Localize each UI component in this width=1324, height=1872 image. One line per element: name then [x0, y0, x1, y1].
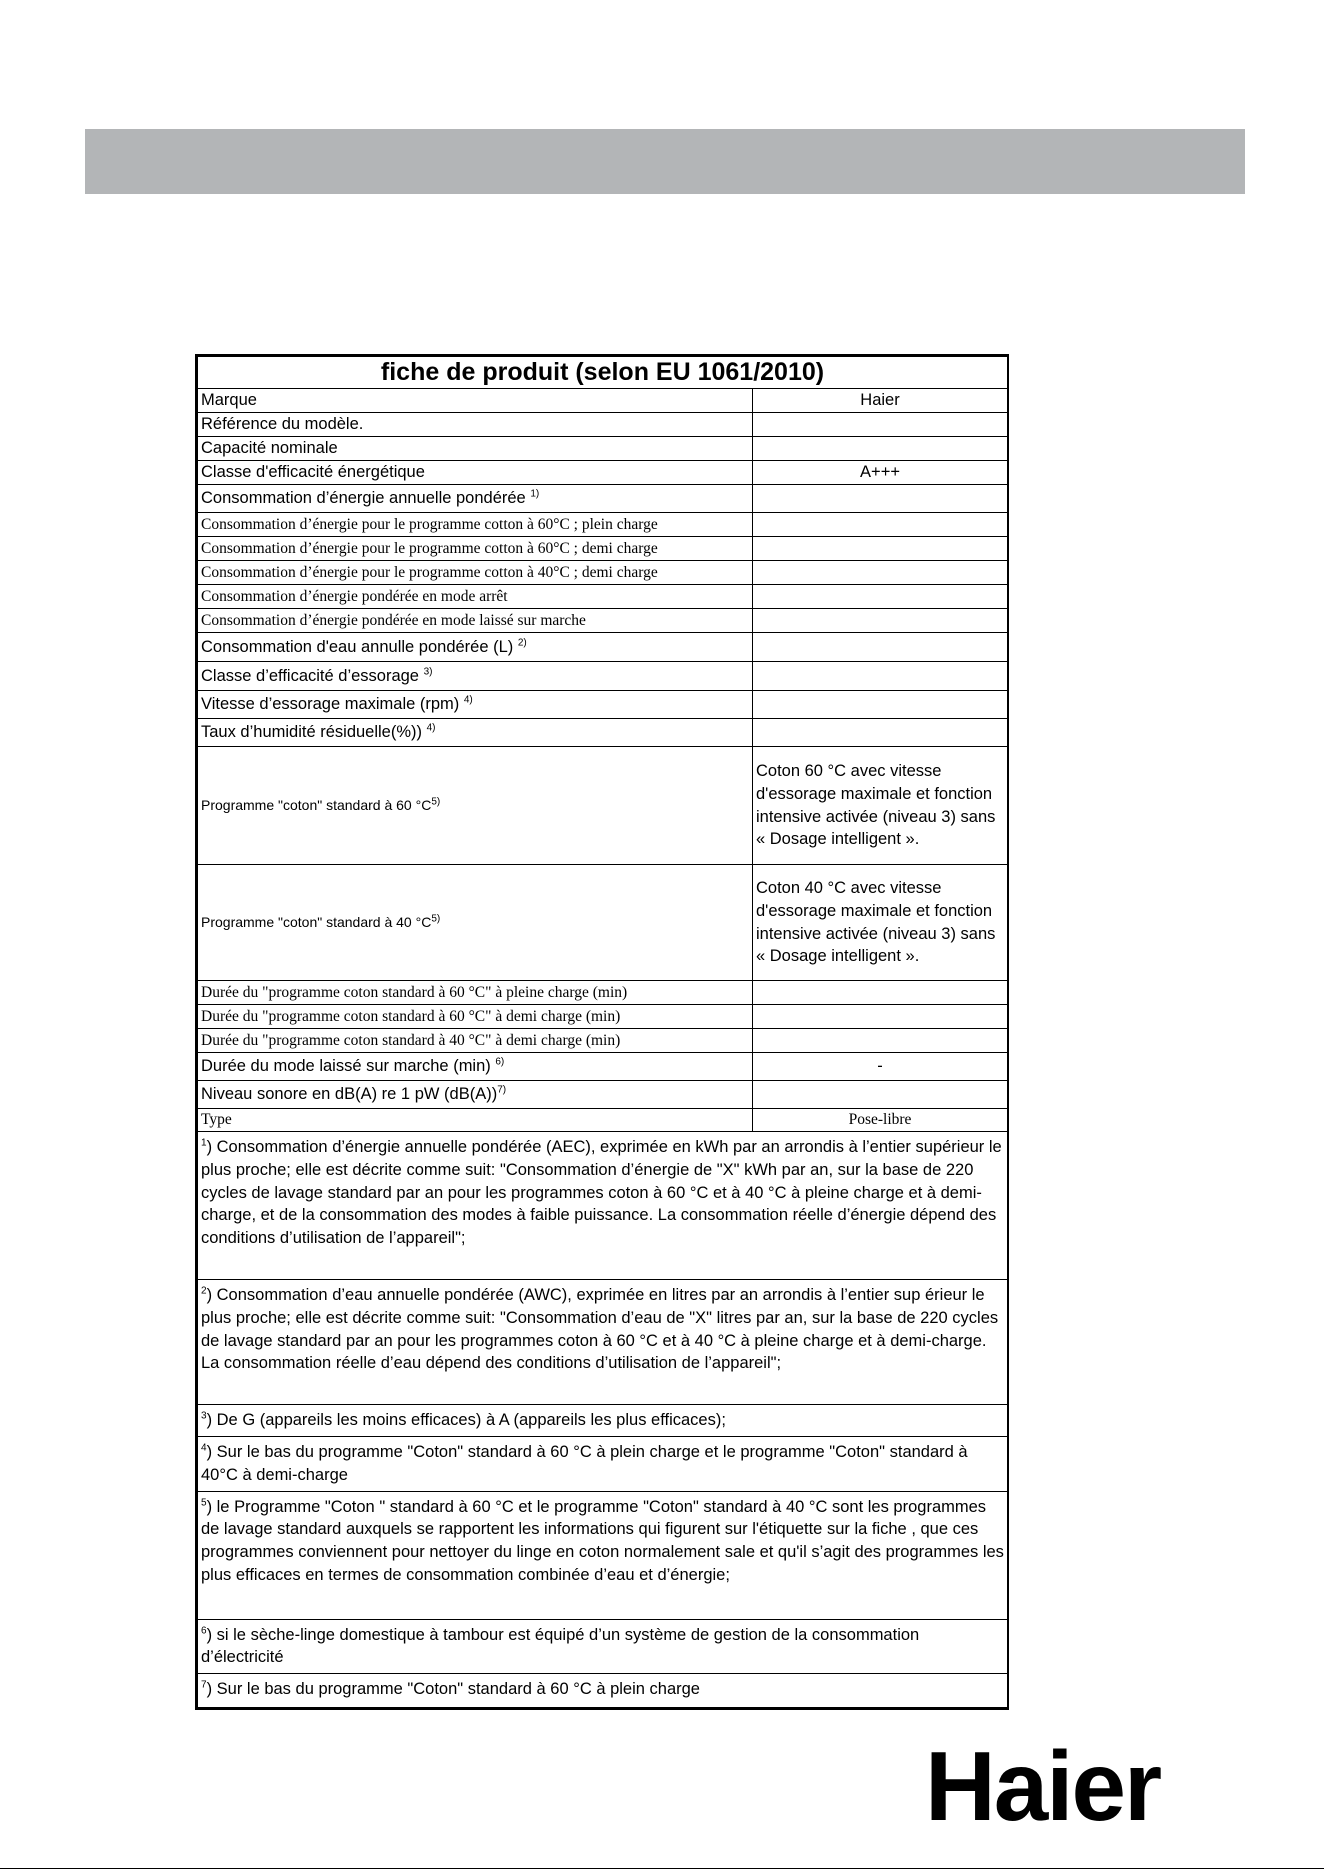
spec-label — [198, 485, 753, 513]
spec-row — [198, 1081, 1008, 1109]
footnote-text: ) De G (appareils les moins efficaces) à A (appareils les plus efficaces); — [206, 1411, 726, 1429]
spec-row — [198, 609, 1008, 633]
footnote-row — [198, 1491, 1008, 1619]
spec-label — [198, 1005, 753, 1029]
spec-value — [753, 719, 1008, 747]
spec-value: A+++ — [753, 461, 1008, 485]
spec-label — [198, 389, 753, 413]
spec-value — [753, 1005, 1008, 1029]
footnote-row — [198, 1619, 1008, 1674]
spec-value: Coton 60 °C avec vitesse d'essorage maximale et fonction intensive activée (niveau 3) sans « Dosage intelligent ». — [753, 747, 1008, 865]
haier-logo: Haier — [925, 1731, 1161, 1841]
spec-row — [198, 513, 1008, 537]
spec-label-text: Consommation d’énergie pondérée en mode arrêt — [201, 587, 508, 605]
spec-row — [198, 691, 1008, 719]
spec-row — [198, 389, 1008, 413]
footnote-row — [198, 1437, 1008, 1492]
footnote — [198, 1674, 1008, 1708]
spec-label-text: Consommation d’énergie pour le programme cotton à 60°C ; plein charge — [201, 515, 658, 533]
spec-row — [198, 981, 1008, 1005]
spec-label-text: Consommation d'eau annulle pondérée (L) — [201, 637, 518, 656]
spec-value — [753, 485, 1008, 513]
footnote-text: ) Consommation d’eau annuelle pondérée (AWC), exprimée en litres par an arrondis à l’entier sup érieur le plus proche; elle est décrite comme suit: "Consommation d’eau de "X" litres par an, sur la base de 220 cycles de lavage standard par an pour les programmes coton à 60 °C et à 40 °C à pleine charge et à demi-charge. La consommation réelle d’eau dépend des conditions d’utilisation de l’appareil"; — [201, 1286, 999, 1373]
spec-row — [198, 1005, 1008, 1029]
spec-label-text: Programme "coton" standard à 40 °C — [201, 914, 432, 931]
spec-row — [198, 537, 1008, 561]
spec-label — [198, 437, 753, 461]
product-fiche — [195, 354, 1009, 1710]
spec-label — [198, 561, 753, 585]
spec-label — [198, 537, 753, 561]
spec-label-text: Marque — [201, 391, 257, 410]
page-bottom-rule — [0, 1868, 1324, 1869]
spec-label — [198, 413, 753, 437]
spec-value — [753, 561, 1008, 585]
spec-value — [753, 437, 1008, 461]
spec-label — [198, 585, 753, 609]
spec-row — [198, 1029, 1008, 1053]
spec-value — [753, 1029, 1008, 1053]
footnote — [198, 1619, 1008, 1674]
footnote-row — [198, 1674, 1008, 1708]
footnote — [198, 1491, 1008, 1619]
spec-value — [753, 1081, 1008, 1109]
spec-row — [198, 865, 1008, 981]
product-fiche-table — [197, 356, 1008, 1708]
footnote-text: ) le Programme "Coton " standard à 60 °C et le programme "Coton" standard à 40 °C sont les programmes de lavage standard auxquels se rapportent les informations qui figurent sur l'étiquette sur la fiche , que ces programmes conviennent pour nettoyer du linge en coton normalement sale et qu'il s’agit des programmes les plus efficaces en termes de consommation combinée d’eau et d’énergie; — [201, 1497, 1004, 1584]
spec-label-text: Durée du "programme coton standard à 40 °C" à demi charge (min) — [201, 1031, 621, 1049]
spec-label — [198, 719, 753, 747]
footnote-number: 3 — [201, 1410, 207, 1422]
footnote-ref: 6) — [495, 1056, 505, 1068]
footnote-ref: 7) — [497, 1084, 507, 1096]
footnote-ref: 2) — [517, 637, 527, 649]
spec-value: Pose-libre — [753, 1109, 1008, 1132]
spec-value — [753, 513, 1008, 537]
spec-row — [198, 662, 1008, 691]
spec-label-text: Consommation d’énergie pondérée en mode laissé sur marche — [201, 611, 586, 629]
spec-row — [198, 437, 1008, 461]
spec-value — [753, 537, 1008, 561]
spec-row — [198, 747, 1008, 865]
spec-label-text: Durée du "programme coton standard à 60 °C" à pleine charge (min) — [201, 983, 628, 1001]
spec-label-text: Consommation d’énergie annuelle pondérée — [201, 489, 531, 508]
spec-value: - — [753, 1053, 1008, 1081]
footnote-ref: 5) — [431, 796, 441, 808]
spec-value — [753, 413, 1008, 437]
footnote-ref: 4) — [426, 722, 436, 734]
footnote-number: 1 — [201, 1137, 207, 1149]
fiche-title: fiche de produit (selon EU 1061/2010) — [198, 357, 1008, 389]
spec-label — [198, 1053, 753, 1081]
spec-label-text: Consommation d’énergie pour le programme cotton à 40°C ; demi charge — [201, 563, 658, 581]
footnote — [198, 1405, 1008, 1437]
spec-value — [753, 633, 1008, 662]
footnote — [198, 1437, 1008, 1492]
spec-row — [198, 413, 1008, 437]
footnote-row — [198, 1405, 1008, 1437]
header-band — [85, 129, 1245, 194]
spec-row — [198, 461, 1008, 485]
spec-value — [753, 585, 1008, 609]
spec-label — [198, 633, 753, 662]
spec-value — [753, 662, 1008, 691]
spec-label — [198, 513, 753, 537]
spec-label — [198, 461, 753, 485]
footnote-number: 4 — [201, 1442, 207, 1454]
spec-value — [753, 981, 1008, 1005]
footnote-text: ) si le sèche-linge domestique à tambour est équipé d’un système de gestion de la consommation d’électricité — [201, 1625, 920, 1667]
spec-row — [198, 719, 1008, 747]
spec-row — [198, 485, 1008, 513]
footnote — [198, 1132, 1008, 1280]
footnote-ref: 4) — [463, 694, 473, 706]
spec-value — [753, 691, 1008, 719]
spec-label — [198, 609, 753, 633]
footnote-number: 5 — [201, 1497, 207, 1509]
footnote-text: ) Sur le bas du programme "Coton" standard à 60 °C à plein charge — [206, 1680, 700, 1699]
spec-label-text: Capacité nominale — [201, 439, 338, 458]
spec-row — [198, 1053, 1008, 1081]
spec-label-text: Vitesse d’essorage maximale (rpm) — [201, 695, 464, 714]
footnote-ref: 5) — [431, 913, 441, 925]
footnote-text: ) Sur le bas du programme "Coton" standard à 60 °C à plein charge et le programme "Coton" standard à 40°C à demi-charge — [201, 1443, 968, 1484]
spec-label-text: Durée du mode laissé sur marche (min) — [201, 1057, 496, 1076]
spec-label — [198, 662, 753, 691]
spec-label-text: Type — [201, 1111, 232, 1129]
spec-label — [198, 691, 753, 719]
spec-label-text: Niveau sonore en dB(A) re 1 pW (dB(A)) — [201, 1085, 498, 1104]
footnote — [198, 1280, 1008, 1405]
spec-label — [198, 865, 753, 981]
spec-label — [198, 747, 753, 865]
footnote-row — [198, 1132, 1008, 1280]
spec-value: Haier — [753, 389, 1008, 413]
spec-label-text: Programme "coton" standard à 60 °C — [201, 797, 432, 814]
footnote-row — [198, 1280, 1008, 1405]
spec-label-text: Taux d’humidité résiduelle(%)) — [201, 723, 427, 742]
spec-label — [198, 1081, 753, 1109]
spec-row — [198, 633, 1008, 662]
footnote-number: 6 — [201, 1625, 207, 1637]
spec-row — [198, 585, 1008, 609]
spec-label — [198, 981, 753, 1005]
footnote-ref: 1) — [530, 488, 540, 500]
footnote-ref: 3) — [423, 666, 433, 678]
spec-label — [198, 1029, 753, 1053]
spec-label-text: Classe d’efficacité d’essorage — [201, 666, 424, 685]
spec-value — [753, 609, 1008, 633]
spec-label-text: Durée du "programme coton standard à 60 °C" à demi charge (min) — [201, 1007, 621, 1025]
spec-row — [198, 561, 1008, 585]
spec-value: Coton 40 °C avec vitesse d'essorage maximale et fonction intensive activée (niveau 3) sans « Dosage intelligent ». — [753, 865, 1008, 981]
footnote-number: 2 — [201, 1285, 207, 1297]
footnote-text: ) Consommation d’énergie annuelle pondérée (AEC), exprimée en kWh par an arrondis à l’entier supérieur le plus proche; elle est décrite comme suit: "Consommation d’énergie de "X" kWh par an, sur la base de 220 cycles de lavage standard par an pour les programmes coton à 60 °C et à 40 °C à pleine charge et à demi-charge, et de la consommation des modes à faible puissance. La consommation réelle d’énergie dépend des conditions d’utilisation de l’appareil"; — [201, 1138, 1002, 1248]
spec-label — [198, 1109, 753, 1132]
spec-label-text: Consommation d’énergie pour le programme cotton à 60°C ; demi charge — [201, 539, 658, 557]
spec-label-text: Classe d'efficacité énergétique — [201, 463, 425, 482]
spec-row — [198, 1109, 1008, 1132]
spec-label-text: Référence du modèle. — [201, 415, 364, 434]
footnote-number: 7 — [201, 1679, 207, 1691]
